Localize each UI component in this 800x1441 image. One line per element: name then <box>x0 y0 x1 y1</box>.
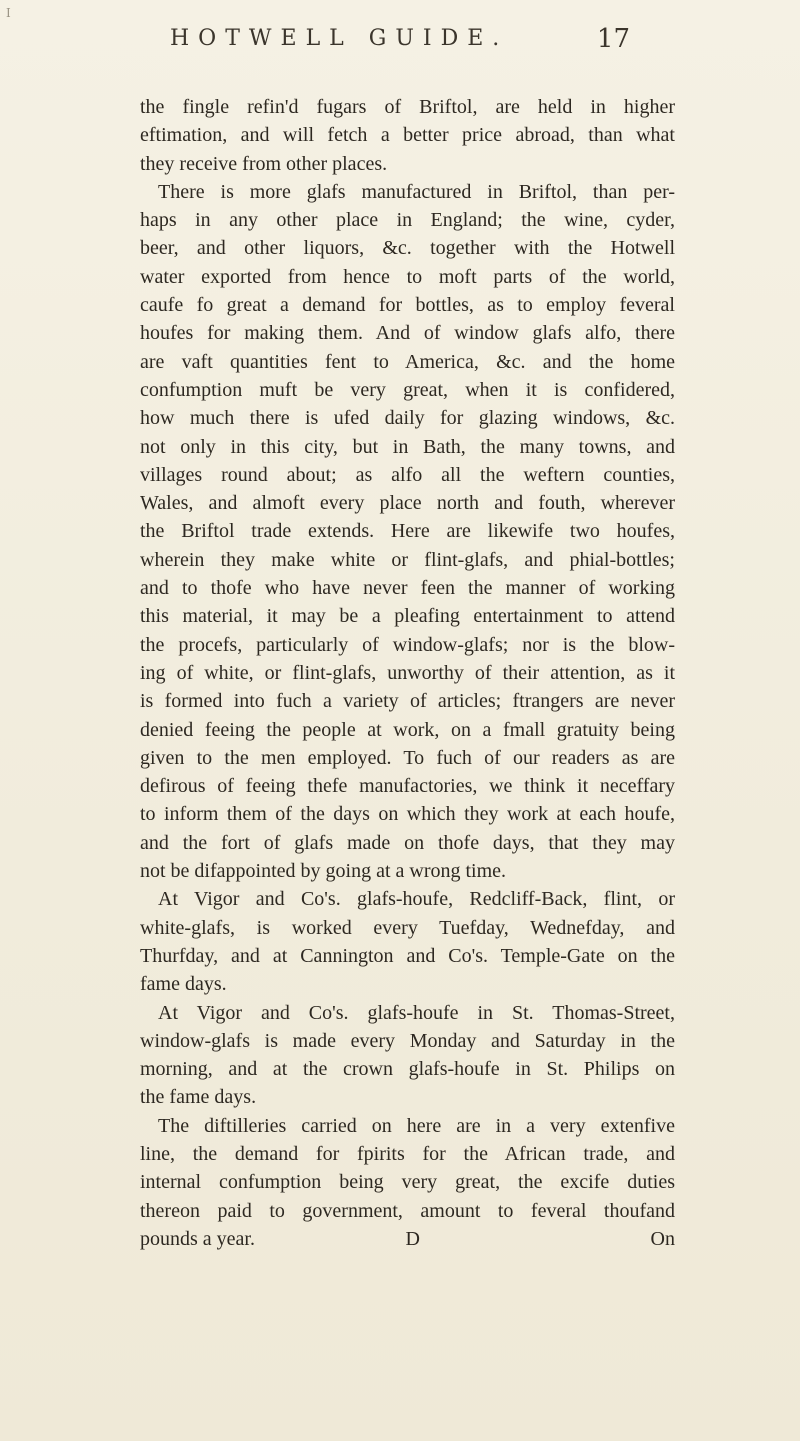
page-number: 17 <box>596 24 630 54</box>
text-line: ing of white, or flint-glafs, unworthy of their attention, as it <box>140 661 675 684</box>
text-line: eftimation, and will fetch a better price abroad, than what <box>140 124 675 147</box>
text-line: how much there is ufed daily for glazing windows, &c. <box>140 407 675 430</box>
text-line: There is more glafs manufactured in Briftol, than per- <box>158 180 675 203</box>
text-line: Wales, and almoft every place north and fouth, wherever <box>140 492 675 515</box>
text-line: to inform them of the days on which they work at each houfe, <box>140 803 675 826</box>
text-line: wherein they make white or flint-glafs, and phial-bottles; <box>140 548 675 571</box>
text-line: denied feeing the people at work, on a fmall gratuity being <box>140 718 675 741</box>
running-head <box>170 20 630 60</box>
body-text <box>140 93 675 1253</box>
text-line: houfes for making them. And of window glafs alfo, there <box>140 322 675 345</box>
text-line: and the fort of glafs made on thofe days, that they may <box>140 831 675 854</box>
text-line: fame days. <box>140 973 227 996</box>
text-line: caufe fo great a demand for bottles, as to employ feveral <box>140 294 675 317</box>
text-line: are vaft quantities fent to America, &c. and the home <box>140 350 675 373</box>
text-line: beer, and other liquors, &c. together with the Hotwell <box>140 237 675 260</box>
text-line: not be difappointed by going at a wrong time. <box>140 860 507 883</box>
text-line: the Briftol trade extends. Here are likewife two houfes, <box>140 520 675 543</box>
text-line: villages round about; as alfo all the weftern counties, <box>140 463 675 486</box>
text-line: internal confumption being very great, the excife duties <box>140 1171 675 1194</box>
text-line: given to the men employed. To fuch of our readers as are <box>140 746 675 769</box>
text-line: water exported from hence to moft parts of the world, <box>140 265 675 288</box>
signature-mark: D <box>405 1227 420 1250</box>
text-line: window-glafs is made every Monday and Saturday in the <box>140 1029 675 1052</box>
text-line: confumption muft be very great, when it is confidered, <box>140 378 675 401</box>
text-lines <box>140 93 675 1225</box>
text-line: and to thofe who have never feen the manner of working <box>140 577 675 600</box>
text-line: the fame days. <box>140 1086 257 1109</box>
final-line-text: pounds a year. <box>140 1227 255 1250</box>
text-line: Thurfday, and at Cannington and Co's. Temple-Gate on the <box>140 944 675 967</box>
text-line: haps in any other place in England; the wine, cyder, <box>140 209 675 232</box>
text-line: morning, and at the crown glafs-houfe in St. Philips on <box>140 1058 675 1081</box>
text-line: At Vigor and Co's. glafs-houfe, Redcliff-Back, flint, or <box>158 888 675 911</box>
running-title: HOTWELL GUIDE. <box>170 26 509 51</box>
text-line: white-glafs, is worked every Tuefday, Wednefday, and <box>140 916 675 939</box>
text-line: the fingle refin'd fugars of Briftol, are held in higher <box>140 96 675 118</box>
text-line: is formed into fuch a variety of articles; ftrangers are never <box>140 690 675 713</box>
text-line: The diftilleries carried on here are in a very extenfive <box>158 1114 675 1137</box>
text-line: defirous of feeing thefe manufactories, we think it neceffary <box>140 775 675 798</box>
text-line: the procefs, particularly of window-glafs; nor is the blow- <box>140 633 675 656</box>
catchword: On <box>650 1227 675 1250</box>
final-line <box>140 1225 675 1253</box>
text-line: thereon paid to government, amount to feveral thoufand <box>140 1199 675 1222</box>
text-line: line, the demand for fpirits for the African trade, and <box>140 1142 675 1165</box>
text-line: not only in this city, but in Bath, the many towns, and <box>140 435 675 458</box>
text-line: this material, it may be a pleafing entertainment to attend <box>140 605 675 628</box>
text-line: they receive from other places. <box>140 152 388 175</box>
text-line: At Vigor and Co's. glafs-houfe in St. Thomas-Street, <box>158 1001 675 1024</box>
page-mark: I <box>6 6 11 20</box>
